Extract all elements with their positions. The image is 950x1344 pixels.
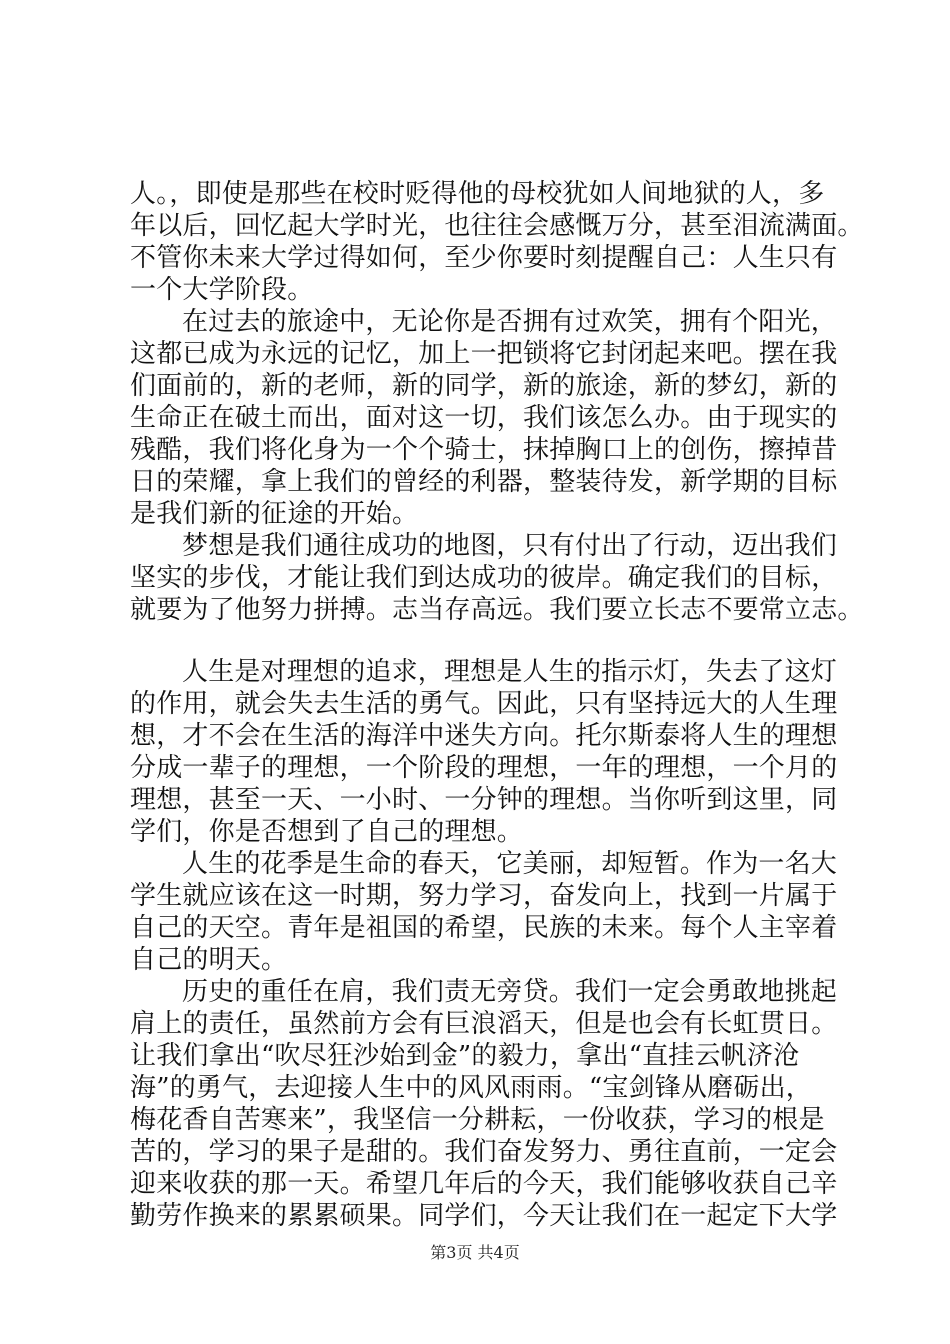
text-line: 自己的天空。青年是祖国的希望，民族的未来。每个人主宰着 xyxy=(130,913,838,943)
text-line: 让我们拿出“吹尽狂沙始到金”的毅力，拿出“直挂云帆济沧 xyxy=(130,1041,800,1071)
text-line: 在过去的旅途中，无论你是否拥有过欢笑，拥有个阳光， xyxy=(182,307,838,337)
text-line: 理想，甚至一天、一小时、一分钟的理想。当你听到这里，同 xyxy=(130,785,838,815)
text-line: 日的荣耀，拿上我们的曾经的利器，整装待发，新学期的目标 xyxy=(130,467,838,497)
text-line: 想，才不会在生活的海洋中迷失方向。托尔斯泰将人生的理想 xyxy=(130,721,838,751)
text-line: 自己的明天。 xyxy=(130,945,288,975)
text-line: 肩上的责任，虽然前方会有巨浪滔天，但是也会有长虹贯日。 xyxy=(130,1009,838,1039)
text-line: 人。，即使是那些在校时贬得他的母校犹如人间地狱的人，多 xyxy=(130,179,825,209)
text-line: 坚实的步伐，才能让我们到达成功的彼岸。确定我们的目标， xyxy=(130,563,838,593)
text-line: 人生是对理想的追求，理想是人生的指示灯，失去了这灯 xyxy=(182,657,838,687)
text-line: 勤劳作换来的累累硕果。同学们，今天让我们在一起定下大学 xyxy=(130,1201,838,1231)
text-line: 一个大学阶段。 xyxy=(130,275,314,305)
text-line: 历史的重任在肩，我们责无旁贷。我们一定会勇敢地挑起 xyxy=(182,977,838,1007)
text-line: 生命正在破土而出，面对这一切，我们该怎么办。由于现实的 xyxy=(130,403,838,433)
text-line: 人生的花季是生命的春天，它美丽，却短暂。作为一名大 xyxy=(182,849,838,879)
text-line: 不管你未来大学过得如何，至少你要时刻提醒自己：人生只有 xyxy=(130,243,838,273)
text-line: 迎来收获的那一天。希望几年后的今天，我们能够收获自己辛 xyxy=(130,1169,838,1199)
text-line: 们面前的，新的老师，新的同学，新的旅途，新的梦幻，新的 xyxy=(130,371,838,401)
text-line: 苦的，学习的果子是甜的。我们奋发努力、勇往直前，一定会 xyxy=(130,1137,838,1167)
text-line: 是我们新的征途的开始。 xyxy=(130,499,419,529)
text-line: 学们，你是否想到了自己的理想。 xyxy=(130,817,524,847)
text-line: 梅花香自苦寒来”，我坚信一分耕耘，一份收获，学习的根是 xyxy=(130,1105,825,1135)
text-line: 海”的勇气，去迎接人生中的风风雨雨。“宝剑锋从磨砺出， xyxy=(130,1073,812,1103)
text-line: 分成一辈子的理想，一个阶段的理想，一年的理想，一个月的 xyxy=(130,753,838,783)
page-total: 共4页 xyxy=(477,1243,520,1262)
text-line: 这都已成为永远的记忆，加上一把锁将它封闭起来吧。摆在我 xyxy=(130,339,838,369)
text-line: 学生就应该在这一时期，努力学习，奋发向上，找到一片属于 xyxy=(130,881,838,911)
page-footer xyxy=(0,1242,950,1264)
page-number: 第3页 xyxy=(430,1243,473,1262)
text-line: 就要为了他努力拼搏。志当存高远。我们要立长志不要常立志。 xyxy=(130,595,864,625)
text-line: 残酷，我们将化身为一个个骑士，抹掉胸口上的创伤，擦掉昔 xyxy=(130,435,838,465)
text-line: 年以后，回忆起大学时光，也往往会感慨万分，甚至泪流满面。 xyxy=(130,211,864,241)
text-line: 梦想是我们通往成功的地图，只有付出了行动，迈出我们 xyxy=(182,531,838,561)
text-line: 的作用，就会失去生活的勇气。因此，只有坚持远大的人生理 xyxy=(130,689,838,719)
